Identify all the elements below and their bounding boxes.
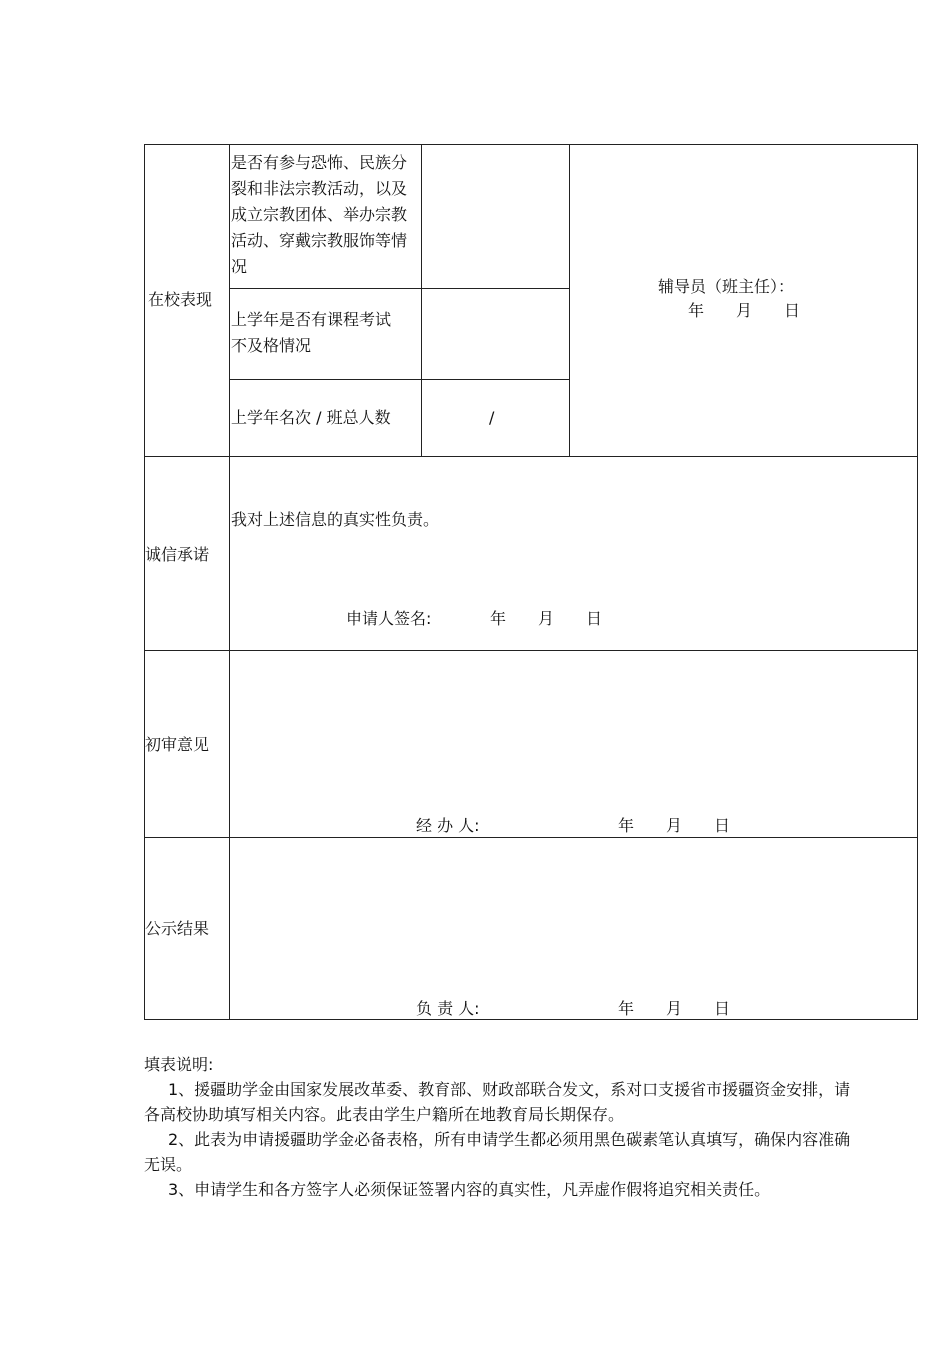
counselor-signature-label: 辅导员（班主任）： [658,277,795,296]
pledge-statement: 我对上述信息的真实性负责。 [231,510,440,529]
answer-column-divider [569,144,570,457]
row-divider-q2 [229,379,570,380]
label-column-divider [229,144,230,1020]
answer-failed-exam-cell[interactable] [422,289,569,379]
publicity-result-label: 公示结果 [145,919,210,938]
preliminary-review-label: 初审意见 [145,735,210,754]
question-extremism-label: 是否有参与恐怖、民族分裂和非法宗教活动，以及成立宗教团体、举办宗教活动、穿戴宗教服饰等情况 [231,153,408,276]
table-border-left [144,144,145,1020]
row-divider-pledge [144,650,918,651]
instruction-item: 3、申请学生和各方签字人必须保证签署内容的真实性，凡弄虚作假将追究相关责任。 [168,1180,771,1199]
filling-instructions [144,1052,864,1202]
row-divider-school [144,456,918,457]
question-failed-exam-label: 上学年是否有课程考试不及格情况 [231,310,392,355]
instructions-title: 填表说明: [144,1055,214,1074]
answer-extremism-cell[interactable] [422,145,569,288]
table-border-bottom [144,1019,918,1020]
applicant-signature-date: 年 月 日 [490,609,603,628]
row-divider-review [144,837,918,838]
responsible-date: 年 月 日 [618,999,731,1018]
question-rank-label: 上学年名次 / 班总人数 [231,408,391,427]
responsible-signature-label: 负 责 人: [416,999,480,1018]
table-border-right [917,144,918,1020]
integrity-pledge-label: 诚信承诺 [145,545,210,564]
applicant-signature-label: 申请人签名: [346,609,432,628]
handler-date: 年 月 日 [618,816,731,835]
school-performance-label: 在校表现 [148,290,213,309]
counselor-date: 年 月 日 [688,301,801,320]
handler-signature-label: 经 办 人: [416,816,480,835]
answer-rank-value[interactable]: / [489,408,495,427]
instruction-item: 1、援疆助学金由国家发展改革委、教育部、财政部联合发文，系对口支援省市援疆资金安排，请各高校协助填写相关内容。此表由学生户籍所在地教育局长期保存。 [144,1080,851,1124]
instruction-item: 2、此表为申请援疆助学金必备表格，所有申请学生都必须用黑色碳素笔认真填写，确保内容准确无误。 [144,1130,851,1174]
